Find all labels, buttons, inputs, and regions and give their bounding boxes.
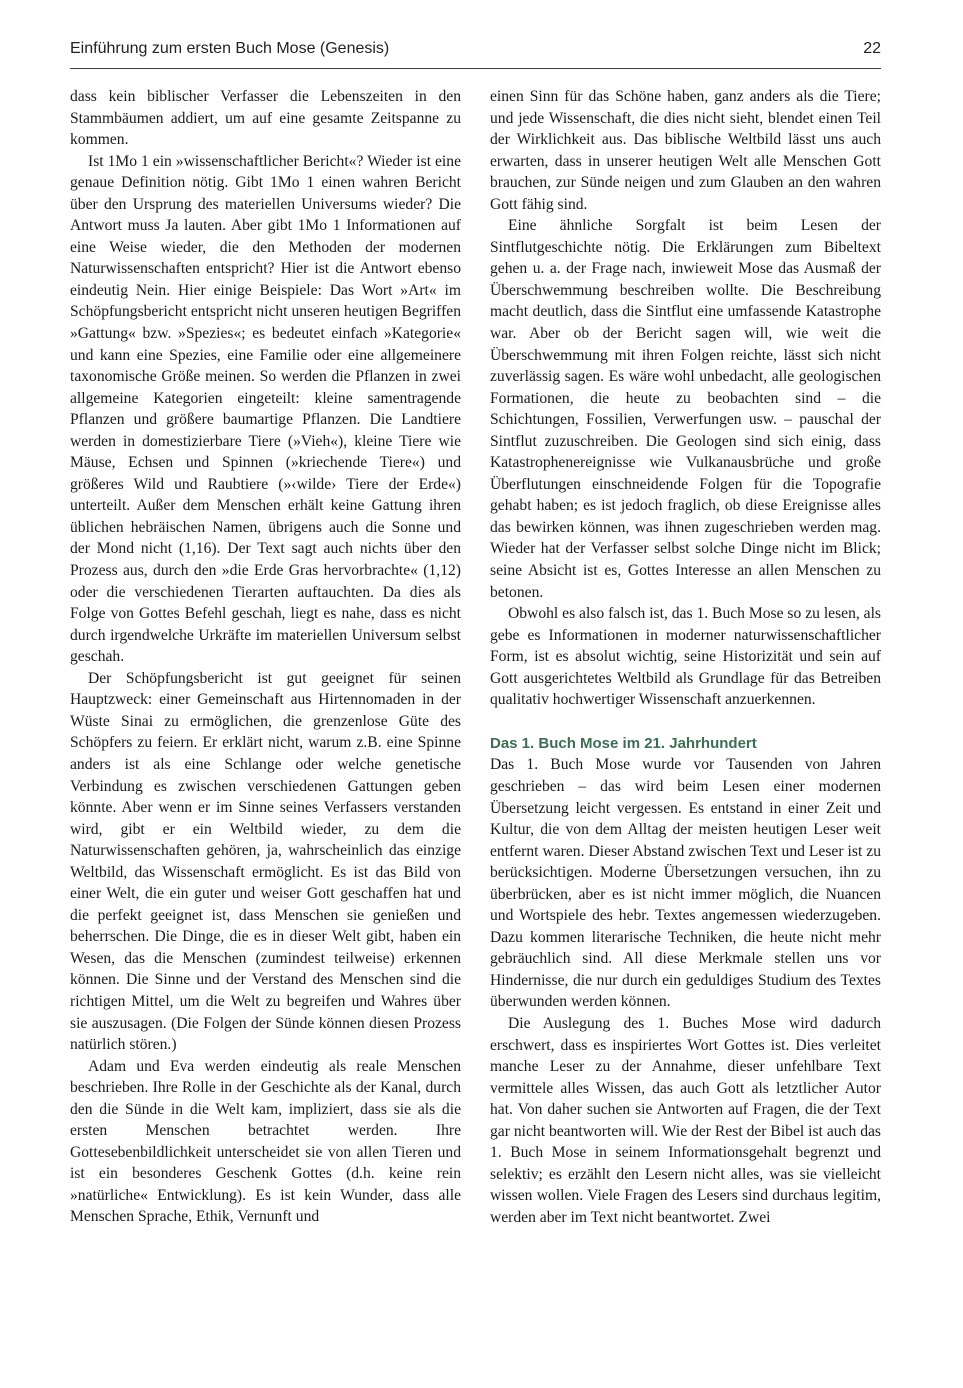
paragraph: einen Sinn für das Schöne haben, ganz anders als die Tiere; und jede Wissenschaft, die dies nicht sieht, blendet einen Teil der Wirklichkeit aus. Das biblische Weltbild lässt uns auch erwarten, dass in unserer heutigen Welt alle Menschen Gott brauchen, zur Sünde neigen und zum Glauben an den wahren Gott fähig sind. xyxy=(490,88,881,213)
paragraph: Der Schöpfungsbericht ist gut geeignet für seinen Hauptzweck: einer Gemeinschaft aus Hirtennomaden in der Wüste Sinai zu ermöglichen, die grenzenlose Güte des Schöpfers zu feiern. Er erklärt nicht, warum z.B. eine Spinne anders ist als eine Schlange oder welche genetische Verbindung es zwischen verschiedenen Gattungen geben könnte. Aber wenn er im Sinne seines Verfassers verstanden wird, gibt er ein Weltbild wieder, zu dem die Naturwissenschaften gehören, ja, wahrscheinlich das einzige Weltbild, das Wissenschaft ermöglicht. Es ist das Bild von einer Welt, die ein guter und weiser Gott geschaffen hat und die perfekt geeignet ist, dass Menschen sie genießen und beherrschen. Die Dinge, die es in dieser Welt gibt, haben ein Wesen, das die Menschen (zumindest teilweise) erkennen können. Die Sinne und der Verstand des Menschen sind die richtigen Mittel, um die Welt zu begreifen und Wahres über sie auszusagen. (Die Folgen der Sünde können diesen Prozess natürlich stören.) xyxy=(70,669,461,1054)
paragraph: Das 1. Buch Mose wurde vor Tausenden von Jahren geschrieben – das wird beim Lesen einer modernen Übersetzung leicht vergessen. Es entstand in einer Zeit und Kultur, die von dem Alltag der meisten heutigen Leser weit entfernt waren. Dieser Abstand zwischen Text und Leser ist zu berücksichtigen. Moderne Übersetzungen versuchen, ihn zu überbrücken, aber es ist nicht immer möglich, die Nuancen und Wortspiele des hebr. Textes angemessen wiederzugeben. Dazu kommen literarische Techniken, die heute nicht mehr gebräuchlich sind. All diese Merkmale stellen uns vor Hindernisse, die nur durch ein geduldiges Studium des Textes überwunden werden können. xyxy=(490,756,881,1011)
paragraph: Ist 1Mo 1 ein »wissenschaftlicher Bericht«? Wieder ist eine genaue Definition nötig. Gibt 1Mo 1 einen wahren Bericht über den Ursprung des materiellen Universums wieder? Die Antwort muss Ja lauten. Aber gibt 1Mo 1 Informationen auf eine Weise wieder, die den Methoden der modernen Naturwissenschaften entspricht? Hier ist die Antwort ebenso eindeutig Nein. Hier einige Beispiele: Das Wort »Art« im Schöpfungsbericht entspricht nicht unseren heutigen Begriffen »Gattung« bzw. »Spezies«; es bedeutet einfach »Kategorie« und kann eine Spezies, eine Familie oder eine allgemeinere taxonomische Größe meinen. So werden die Pflanzen in zwei allgemeine Kategorien eingeteilt: kleine samentragende Pflanzen und größere baumartige Pflanzen. Die Landtiere werden in domestizierbare Tiere (»Vieh«), kleine Tiere wie Mäuse, Echsen und Spinnen (»kriechende Tiere«) und größeres Wild und Raubtiere (»‹wilde› Tiere der Erde«) unterteilt. Außer dem Menschen erhält keine Gattung ihren üblichen hebräischen Namen, übrigens auch die Sonne und der Mond nicht (1,16). Der Text sagt auch nichts über den Prozess aus, durch den »die Erde Gras hervorbrachte« (1,12) oder die verschiedenen Tierarten auftauchten. Da dies als Folge von Gottes Befehl geschah, liegt es nahe, dass es nicht durch irgendwelche Urkräfte im materiellen Universum selbst geschah. xyxy=(70,152,461,666)
section-heading: Das 1. Buch Mose im 21. Jahrhundert xyxy=(490,734,757,752)
paragraph: Adam und Eva werden eindeutig als reale Menschen beschrieben. Ihre Rolle in der Geschichte als der Kanal, durch den die Sünde in die Welt kam, impliziert, dass sie als die ersten Menschen betrachtet werden. Ihre Gottesebenbildlichkeit unterscheidet sie von allen Tieren und ist ein besonderes Geschenk Gottes (d.h. keine rein »natürliche« Entwicklung). Es ist kein Wunder, dass alle Menschen Sprache, Ethik, Vernunft und xyxy=(70,1057,461,1226)
running-header xyxy=(70,40,881,64)
left-column xyxy=(70,86,461,1228)
running-header-title: Einführung zum ersten Buch Mose (Genesis) xyxy=(70,40,390,57)
paragraph: Eine ähnliche Sorgfalt ist beim Lesen der Sintflutgeschichte nötig. Die Erklärungen zum Bibeltext gehen u. a. der Frage nach, inwieweit Mose das Ausmaß der Überschwemmung beschreiben wollte. Die Beschreibung macht deutlich, dass die Sintflut eine umfassende Katastrophe war. Aber ob der Bericht sagen will, wie weit die Überschwemmung mit ihren Folgen reichte, lässt sich nicht zuverlässig sagen. Es wäre wohl unbedacht, alle geologischen Formationen, die heute zu beobachten sind – die Schichtungen, Fossilien, Verwerfungen usw. – pauschal der Sintflut zuzuschreiben. Die Geologen sind sich einig, dass Katastrophenereignisse wie Vulkanausbrüche und große Überflutungen einschneidende Folgen für die Topografie gehabt haben; es ist jedoch fraglich, ob diese Ereignisse alles das bewirken können, was ihnen zugeschrieben werden mag. Wieder hat der Verfasser selbst solche Dinge nicht im Blick; seine Absicht ist es, Gottes Interesse an allen Menschen zu betonen. xyxy=(490,217,881,601)
paragraph: dass kein biblischer Verfasser die Lebenszeiten in den Stammbäumen addiert, um auf eine gesamte Zeitspanne zu kommen. xyxy=(70,88,461,149)
header-rule xyxy=(70,68,881,69)
paragraph: Die Auslegung des 1. Buches Mose wird dadurch erschwert, dass es inspiriertes Wort Gottes ist. Dies verleitet manche Leser zu der Annahme, dieser unfehlbare Text vermittele alles Wissen, das auch Gott als letztlicher Autor hat. Von daher suchen sie Antworten auf Fragen, die der Text gar nicht beantworten will. Wie der Rest der Bibel ist auch das 1. Buch Mose in seinem Informationsgehalt begrenzt und selektiv; es erzählt den Lesern nicht alles, was sie vielleicht wissen wollen. Viele Fragen des Lesers sind durchaus legitim, werden aber im Text nicht beantwortet. Zwei xyxy=(490,1014,881,1226)
paragraph: Obwohl es also falsch ist, das 1. Buch Mose so zu lesen, als gebe es Informationen in moderner naturwissenschaftlicher Form, ist es absolut wichtig, seine Historizität und sein auf Gott ausgerichtetes Weltbild als Grundlage für das Betreiben qualitativ hochwertiger Wissenschaft anzuerkennen. xyxy=(490,605,881,709)
right-column xyxy=(490,86,881,1228)
page-number: 22 xyxy=(863,40,881,57)
